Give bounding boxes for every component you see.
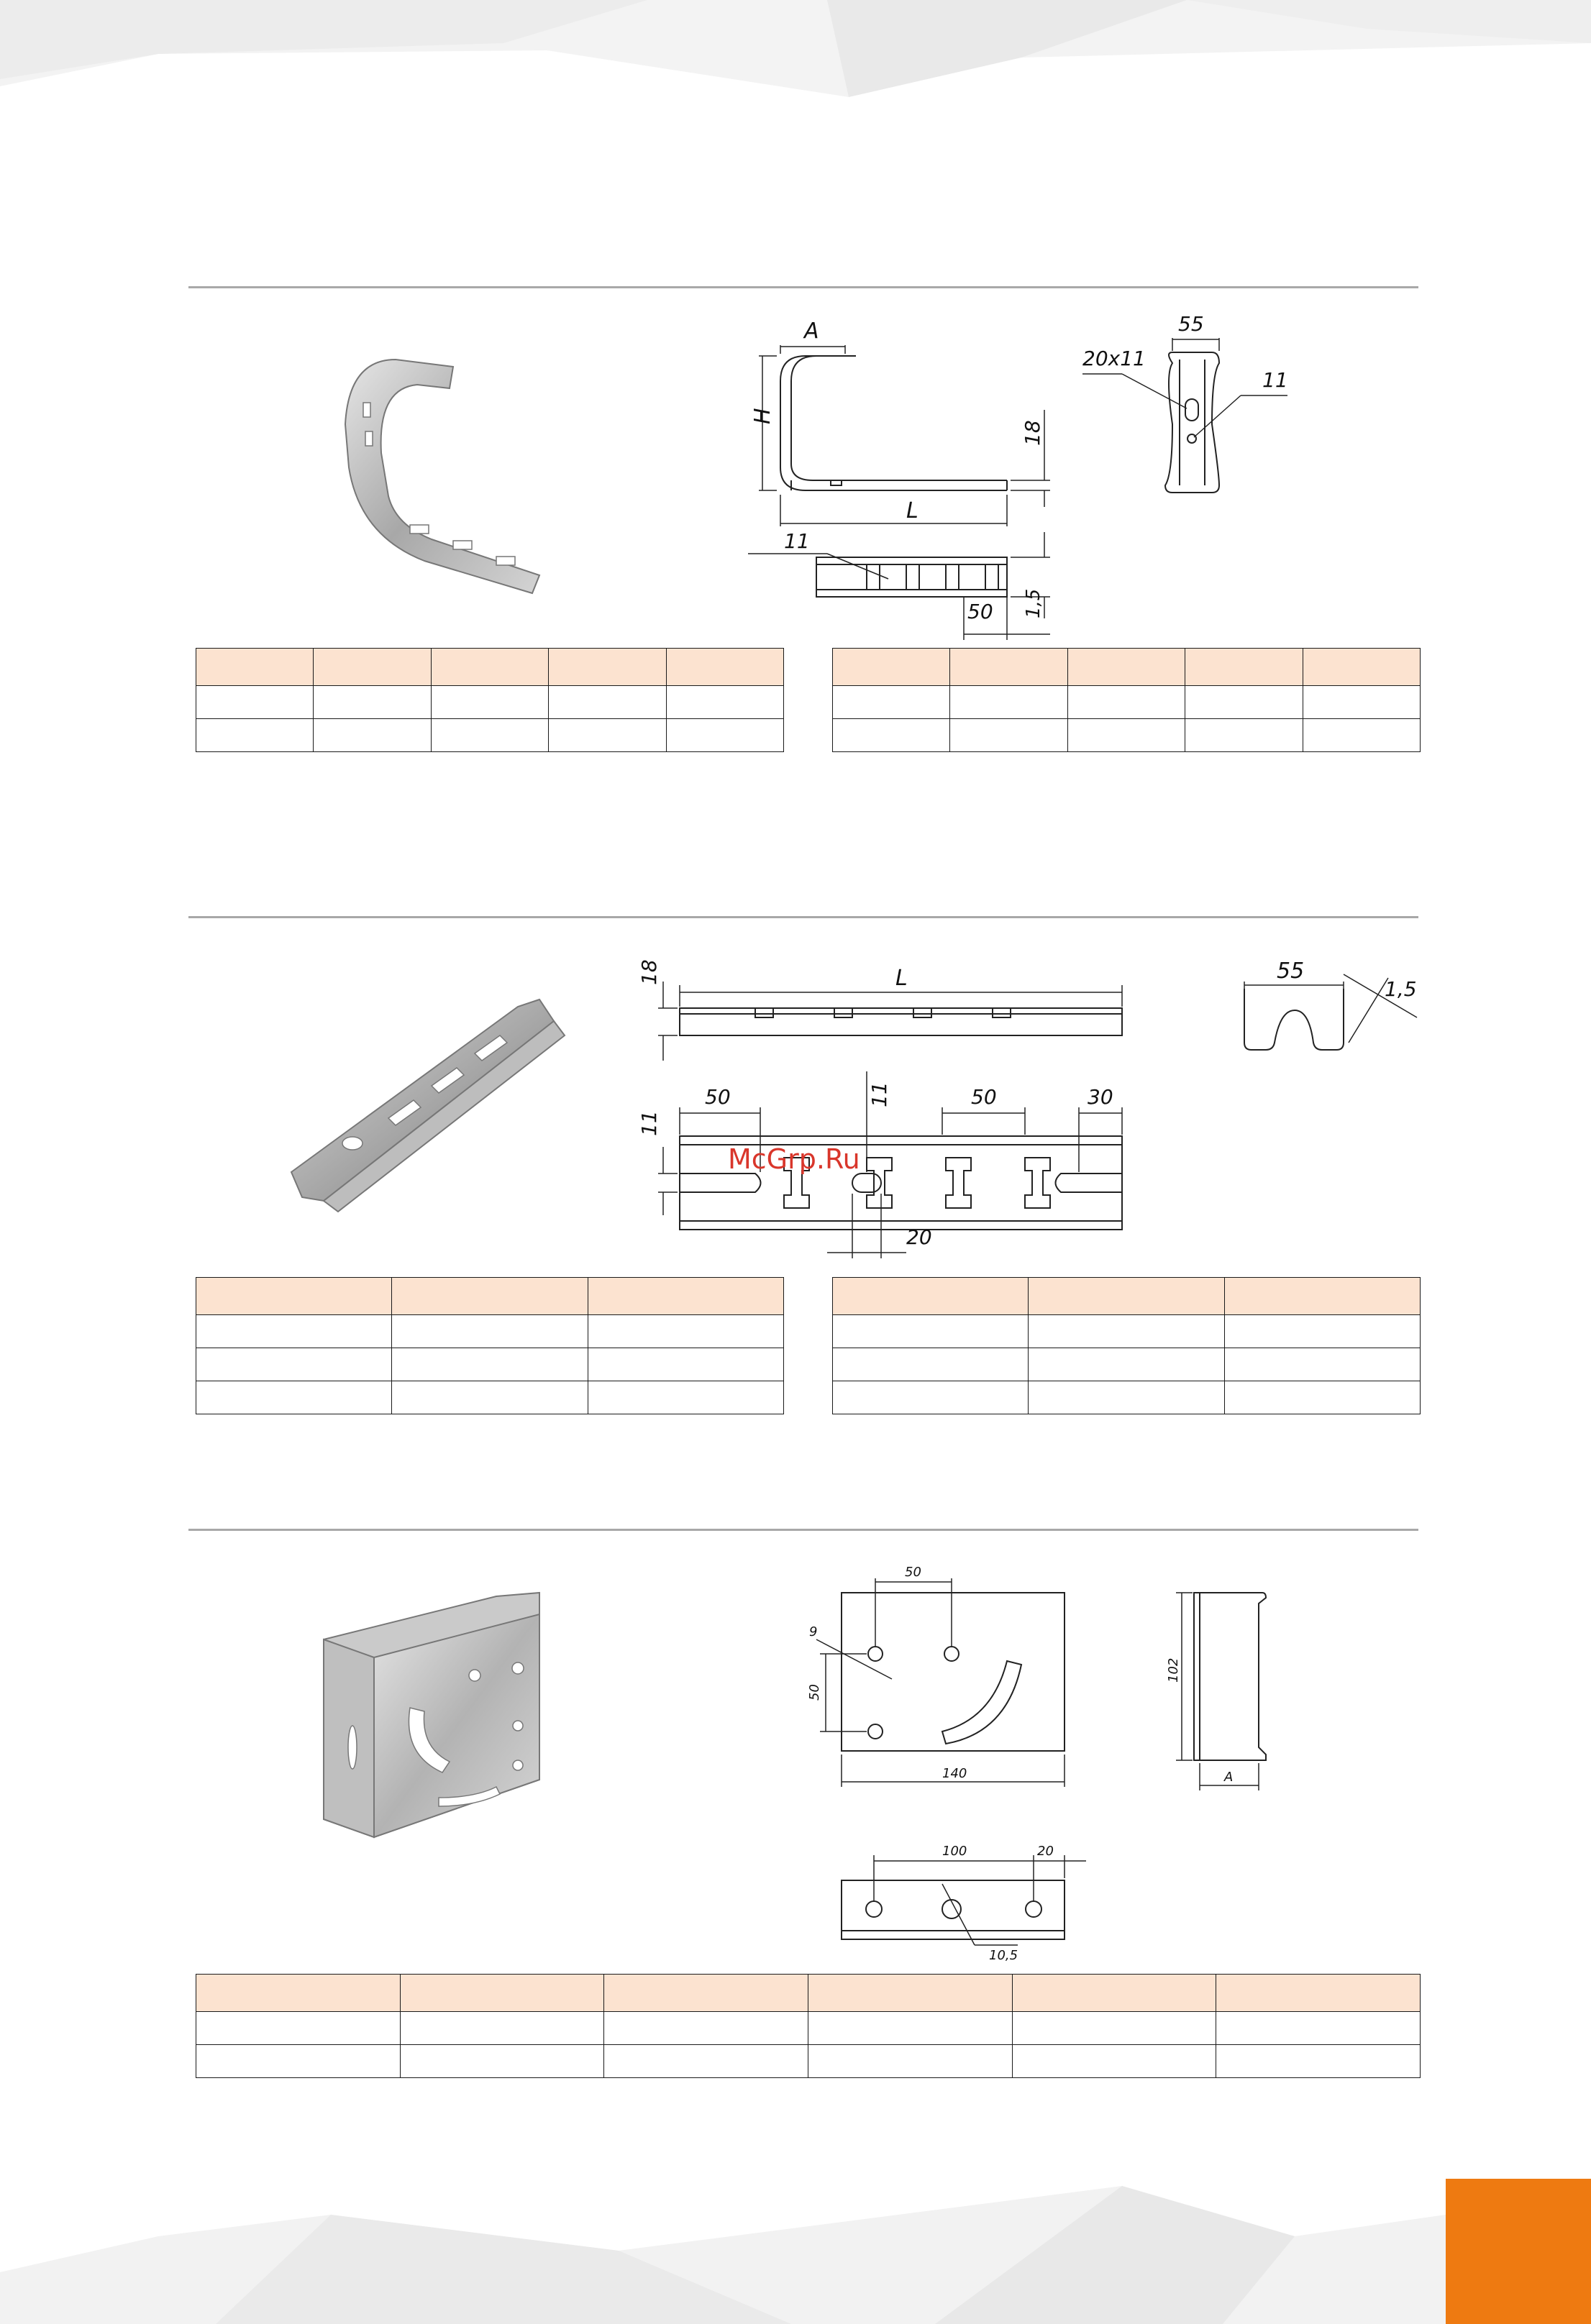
dim-18-label: 18	[1021, 420, 1044, 446]
wall-bracket-photo	[316, 1589, 575, 1848]
table-row	[833, 1315, 1421, 1348]
dim-50-label: 50	[967, 600, 993, 623]
table-row	[196, 1381, 784, 1414]
page-tab	[1446, 2179, 1591, 2324]
dim-l-label: L	[895, 966, 908, 991]
watermark: McGrp.Ru	[728, 1143, 860, 1175]
dim-11a-label: 11	[637, 1110, 661, 1136]
table-row	[833, 1381, 1421, 1414]
table-row	[196, 719, 784, 752]
profile-rail-drawing	[619, 942, 1136, 1273]
dim-20-label: 20	[906, 1225, 932, 1249]
section-divider-3	[188, 1529, 1418, 1531]
dim-100-label: 100	[942, 1844, 967, 1859]
table-row	[196, 686, 784, 719]
wall-bracket-top-drawing	[827, 1834, 1100, 1970]
dim-11b-label: 11	[1262, 368, 1288, 392]
dim-50b-label: 50	[807, 1684, 822, 1701]
spec-table-3	[196, 1974, 1421, 2078]
spec-table-2a	[196, 1277, 784, 1414]
dim-50a-label: 50	[705, 1085, 731, 1109]
dim-55-label: 55	[1178, 312, 1204, 336]
spec-table-1b	[832, 648, 1421, 752]
dim-11-label: 11	[784, 529, 810, 553]
dim-a-label: A	[1224, 1770, 1234, 1785]
table-row	[833, 719, 1421, 752]
dim-140-label: 140	[942, 1766, 967, 1781]
dim-50a-label: 50	[905, 1565, 921, 1580]
c-bracket-photo	[309, 345, 568, 611]
dim-55-label: 55	[1277, 959, 1305, 984]
dim-50b-label: 50	[971, 1085, 997, 1109]
wall-bracket-side-drawing	[1158, 1575, 1280, 1805]
wall-bracket-front-drawing	[791, 1546, 1093, 1798]
table-row	[833, 686, 1421, 719]
table-row	[196, 1315, 784, 1348]
table-row	[196, 2045, 1421, 2078]
section-divider-1	[188, 286, 1418, 288]
dim-30-label: 30	[1088, 1085, 1113, 1109]
dim-1-5-label: 1,5	[1385, 977, 1417, 1001]
table-header-row	[833, 1278, 1421, 1315]
c-bracket-side-drawing	[748, 302, 1065, 647]
dim-1-5-label: 1,5	[1023, 588, 1044, 618]
dim-10-5-label: 10,5	[989, 1948, 1018, 1963]
table-header-row	[833, 649, 1421, 686]
dim-20-label: 20	[1037, 1844, 1054, 1859]
spec-table-2b	[832, 1277, 1421, 1414]
spec-table-1a	[196, 648, 784, 752]
dim-h-label: H	[750, 408, 775, 424]
profile-rail-photo	[281, 992, 597, 1222]
table-row	[196, 2012, 1421, 2045]
dim-l-label: L	[906, 498, 918, 523]
table-row	[833, 1348, 1421, 1381]
dim-18-label: 18	[637, 959, 661, 985]
profile-rail-section-drawing	[1223, 949, 1431, 1064]
dim-a-label: A	[804, 319, 819, 344]
dim-11b-label: 11	[867, 1081, 891, 1107]
dim-20x11-label: 20x11	[1082, 347, 1146, 370]
dim-102-label: 102	[1166, 1657, 1181, 1683]
table-header-row	[196, 1278, 784, 1315]
c-bracket-front-drawing	[1072, 302, 1309, 503]
table-row	[196, 1348, 784, 1381]
bottom-decoration	[0, 2172, 1591, 2324]
section-divider-2	[188, 916, 1418, 918]
dim-9-label: 9	[809, 1624, 818, 1639]
table-header-row	[196, 649, 784, 686]
table-header-row	[196, 1975, 1421, 2012]
top-decoration	[0, 0, 1591, 101]
